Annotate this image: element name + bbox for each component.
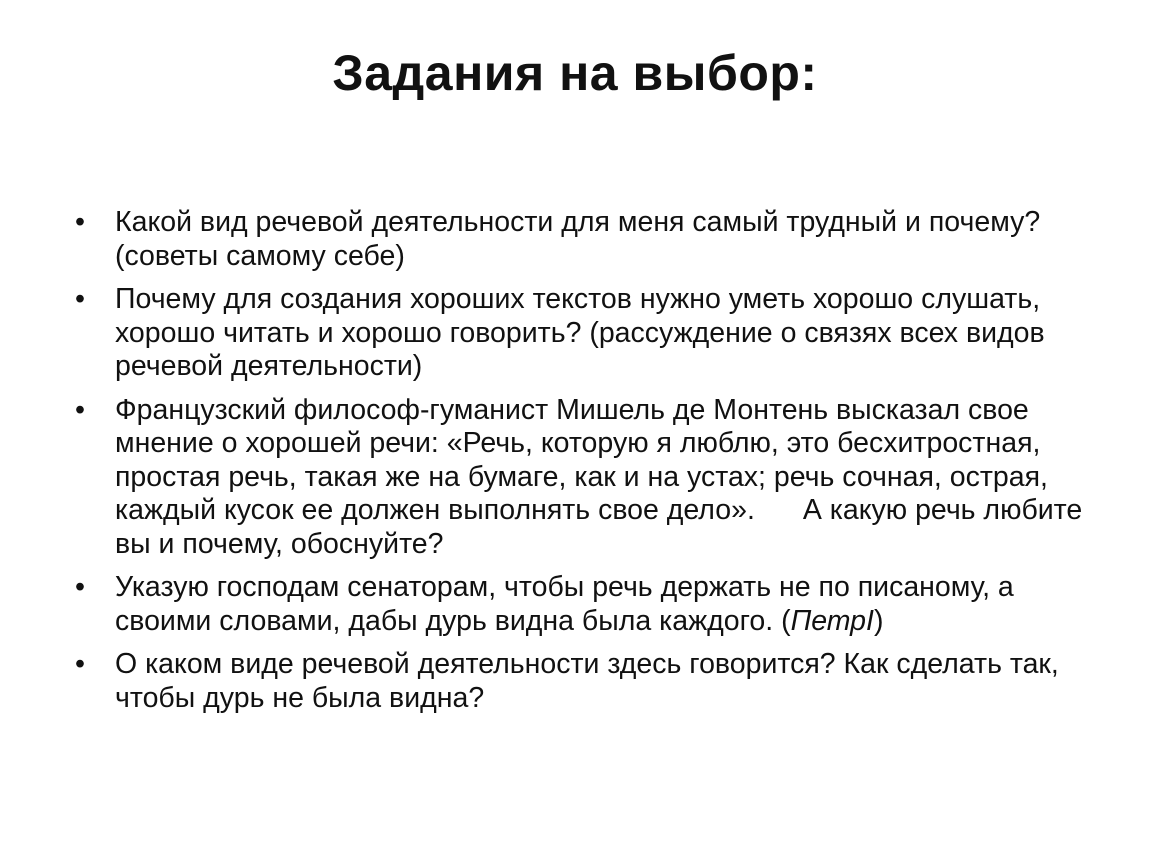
- bullet-icon: •: [75, 648, 85, 680]
- montaigne-quote-text: Французский философ-гуманист Мишель де Монтень высказал свое мнение о хорошей речи: «Речь, которую я люблю, это бесхитростная, простая речь, такая же на бумаге, как и на устах; речь сочная, острая, каждый кусок ее должен выполнять свое дело».: [115, 393, 1048, 526]
- list-item-text: Какой вид речевой деятельности для меня самый трудный и почему? (советы самому себе): [115, 206, 1041, 272]
- list-item-text: О каком виде речевой деятельности здесь говорится? Как сделать так, чтобы дурь не была видна?: [115, 648, 1059, 714]
- list-item: [70, 206, 1100, 273]
- author-name: ПетрI: [790, 604, 874, 637]
- closing-paren: ): [873, 604, 884, 637]
- task-list: [70, 206, 1100, 725]
- question-text: А какую речь любите вы и почему, обоснуйте?: [115, 494, 1083, 560]
- bullet-icon: •: [75, 393, 85, 426]
- bullet-icon: •: [75, 206, 85, 238]
- list-item-text: Почему для создания хороших текстов нужно уметь хорошо слушать, хорошо читать и хорошо говорить? (рассуждение о связях всех видов речевой деятельности): [115, 283, 1045, 382]
- slide-title: Задания на выбор:: [332, 45, 818, 101]
- list-item: [70, 283, 1100, 384]
- list-item: [70, 571, 1100, 638]
- decree-text: Указую господам сенаторам, чтобы речь держать не по писаному, а своими словами, дабы дурь видна была каждого. (: [115, 571, 1014, 637]
- list-item: [70, 394, 1100, 562]
- bullet-icon: •: [75, 571, 85, 603]
- bullet-icon: •: [75, 283, 85, 315]
- list-item: [70, 648, 1100, 715]
